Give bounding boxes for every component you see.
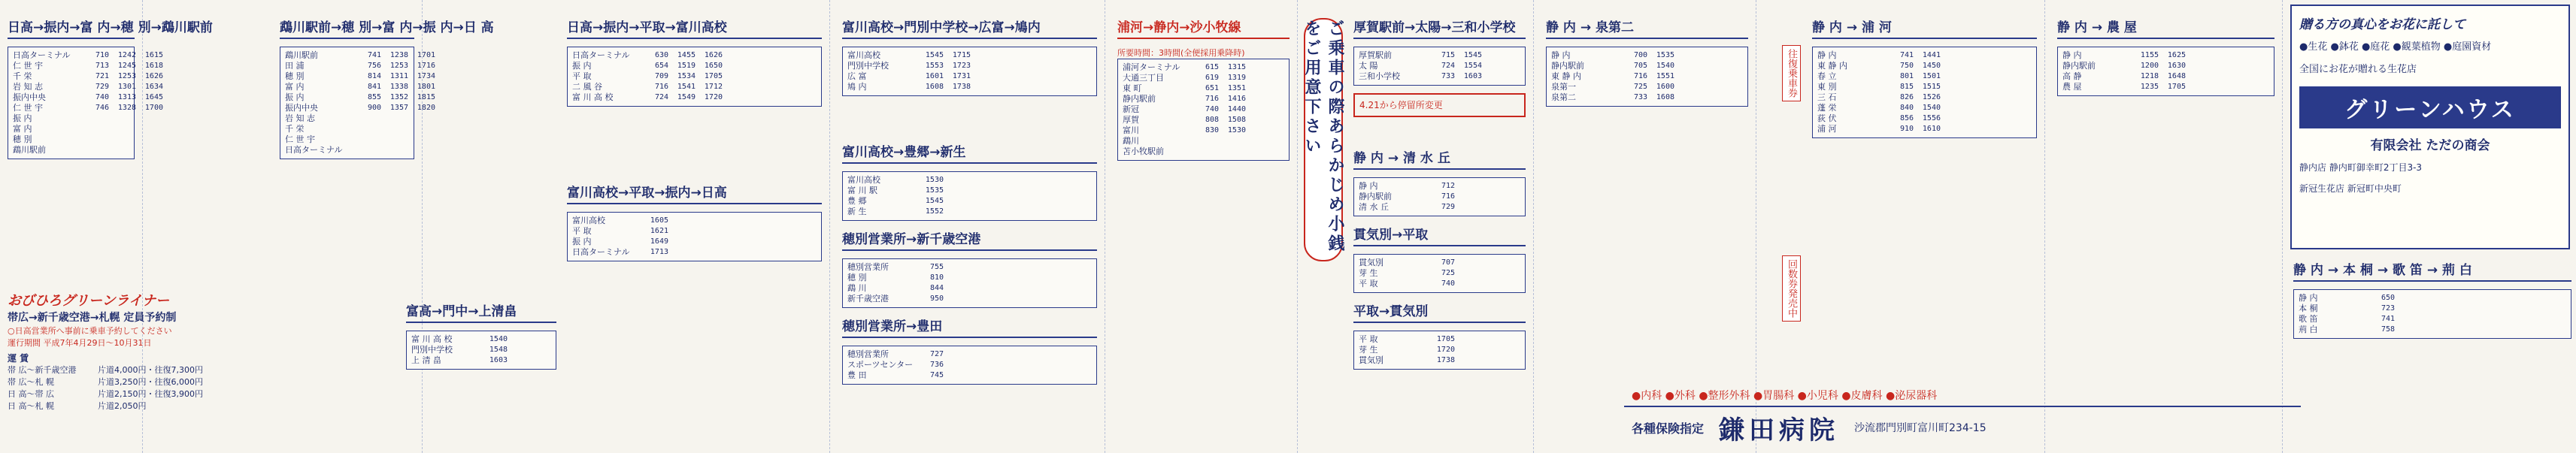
timetable-row: 岩 知 志 <box>285 113 315 123</box>
fares-label: 運 賃 <box>8 353 29 364</box>
timetable-row: 振 内 654 1519 1650 <box>572 61 723 71</box>
timetable-row: 豊 郷 1545 <box>847 196 944 206</box>
route-title: 富川高校→豊郷→新生 <box>842 141 1097 164</box>
timetable-row: 鵡 川 844 <box>847 283 944 293</box>
ad-departments: ●内科 ●外科 ●整形外科 ●胃腸科 ●小児科 ●皮膚科 ●泌尿器科 <box>1632 390 1938 402</box>
timetable-block <box>1812 47 2037 138</box>
timetable-row: 穂 別 <box>13 134 32 144</box>
timetable-row: 富川高校 1530 <box>847 175 944 185</box>
timetable-row: 富 川 高 校 1540 <box>411 334 508 344</box>
route-title: 厚賀駅前→太陽→三和小学校 <box>1353 17 1526 39</box>
fare-row: 日 高～帯 広 片道2,150円・往復3,900円 <box>8 389 203 399</box>
fare-row: 日 高～札 幌 片道2,050円 <box>8 401 147 411</box>
timetable-row: 千 栄 721 1253 1626 <box>13 71 163 81</box>
timetable-row: 富 内 <box>13 124 32 134</box>
timetable-row: 二 風 谷 716 1541 1712 <box>572 82 723 92</box>
timetable-row: 富川 830 1530 <box>1123 125 1246 135</box>
route-title: 穂別営業所→新千歳空港 <box>842 228 1097 251</box>
route-title: 静 内 → 清 水 丘 <box>1353 147 1526 170</box>
timetable-row: 大通三丁目 619 1319 <box>1123 73 1246 83</box>
ad-address-2: 新冠生花店 新冠町中央町 <box>2299 183 2402 194</box>
ticket-label: 往復乗車券 <box>1782 45 1801 101</box>
fare-row: 帯 広～新千歳空港 片道4,000円・往復7,300円 <box>8 365 203 375</box>
timetable-row: 清 水 丘 729 <box>1359 202 1455 212</box>
timetable-row: 静 内 650 <box>2299 293 2395 303</box>
ad-tagline: 全国にお花が贈れる生花店 <box>2299 64 2417 75</box>
timetable-row: 本 桐 723 <box>2299 304 2395 313</box>
stop-change-note: 4.21から停留所変更 <box>1353 93 1526 117</box>
timetable-row: 貫気別 707 <box>1359 258 1455 267</box>
route-title: 富川高校→平取→振内→日高 <box>567 182 822 204</box>
timetable-row: 浦河ターミナル 615 1315 <box>1123 62 1246 72</box>
timetable-row: 東 静 内 750 1450 <box>1817 61 1941 71</box>
panel-shizunai-urakawa <box>1805 0 2045 453</box>
timetable-block <box>2057 47 2274 96</box>
timetable-row: 静 内 1155 1625 <box>2062 50 2186 60</box>
coin-notice: ご乗車の際あらかじめ小銭をご用意下さい <box>1304 18 1343 261</box>
timetable-row: 鵡川駅前 741 1238 1701 <box>285 50 435 60</box>
timetable-row: 新 生 1552 <box>847 207 944 216</box>
coupon-label: 回数券発売中 <box>1782 255 1801 322</box>
timetable-row: 静 内 712 <box>1359 181 1455 191</box>
timetable-row: 富 川 駅 1535 <box>847 186 944 195</box>
liner-subtitle: 帯広→新千歳空港→札幌 定員予約制 <box>8 312 177 324</box>
timetable-row: 仁 世 宇 <box>285 134 315 144</box>
timetable-row: 穂別営業所 755 <box>847 262 944 272</box>
panel-tomikawa-hatouchi <box>835 0 1105 453</box>
timetable-row: 平 取 740 <box>1359 279 1455 288</box>
ad-insurance-label: 各種保険指定 <box>1632 421 1705 436</box>
timetable-block <box>567 212 822 261</box>
timetable-block <box>1353 254 1526 293</box>
timetable-row: 平 取 1621 <box>572 226 668 236</box>
route-title: 鵡川駅前→穂 別→富 内→振 内→日 高 <box>280 17 414 39</box>
timetable-row: 新千歳空港 950 <box>847 294 944 304</box>
timetable-row: 日高ターミナル 710 1242 1615 <box>13 50 163 60</box>
timetable-row: 厚賀 808 1508 <box>1123 115 1246 125</box>
ad-green-house <box>2290 5 2570 249</box>
route-title: 穂別営業所→豊田 <box>842 316 1097 338</box>
timetable-block <box>1546 47 1748 107</box>
timetable-row: 日高ターミナル 1713 <box>572 247 668 257</box>
timetable-row: 荻 伏 856 1556 <box>1817 113 1941 123</box>
timetable-row: 豊 田 745 <box>847 370 944 380</box>
route-title: 富高→門中→上清畠 <box>406 300 556 323</box>
timetable-row: 振 内 <box>13 113 32 123</box>
ad-hospital <box>1624 390 2301 448</box>
ad-company: 有限会社 ただの商会 <box>2370 138 2490 153</box>
timetable-row: 富川高校 1545 1715 <box>847 50 971 60</box>
timetable-row: 貫気別 1738 <box>1359 355 1455 365</box>
timetable-row: 東 別 815 1515 <box>1817 82 1941 92</box>
timetable-row: 鵡川駅前 <box>13 145 46 155</box>
timetable-row: 富川高校 1605 <box>572 216 668 225</box>
timetable-row: 泉第二 733 1608 <box>1551 92 1674 102</box>
timetable-row: 静内駅前 705 1540 <box>1551 61 1674 71</box>
timetable-row: 浦 河 910 1610 <box>1817 124 1941 134</box>
timetable-row: 穂 別 814 1311 1734 <box>285 71 435 81</box>
panel-hidaka-tomikawa <box>559 0 830 453</box>
timetable-row: 富 内 841 1338 1801 <box>285 82 435 92</box>
panel-urakawa-tomakomai <box>1110 0 1298 453</box>
timetable-row: 芽 生 725 <box>1359 268 1455 278</box>
timetable-row: 春 立 801 1501 <box>1817 71 1941 81</box>
green-liner-block <box>8 285 263 412</box>
timetable-row: 静内駅前 716 <box>1359 192 1455 201</box>
timetable-row: 新冠 740 1440 <box>1123 104 1246 114</box>
timetable-row: 振内中央 900 1357 1820 <box>285 103 435 113</box>
timetable-row: 岩 知 志 729 1301 1634 <box>13 82 163 92</box>
ad-address-1: 静内店 静内町御幸町2丁目3-3 <box>2299 162 2423 173</box>
timetable-row: 歌 笛 741 <box>2299 314 2395 324</box>
timetable-block <box>2293 289 2571 339</box>
timetable-row: 厚賀駅前 715 1545 <box>1359 50 1482 60</box>
timetable-block <box>1353 47 1526 86</box>
route-title: 平取→貫気別 <box>1353 300 1526 323</box>
timetable-row: スポーツセンター 736 <box>847 360 944 370</box>
route-title: 日高→振内→平取→富川高校 <box>567 17 822 39</box>
timetable-block <box>842 47 1097 96</box>
route-title: 静 内 → 浦 河 <box>1812 17 2037 39</box>
timetable-row: 仁 世 宇 746 1328 1700 <box>13 103 163 113</box>
timetable-row: 千 栄 <box>285 124 305 134</box>
ad-brand: グリーンハウス <box>2299 86 2561 128</box>
timetable-row: 平 取 1705 <box>1359 334 1455 344</box>
timetable-row: 鳩 内 1608 1738 <box>847 82 971 92</box>
timetable-row: 振 内 1649 <box>572 237 668 246</box>
timetable-block <box>1353 177 1526 216</box>
timetable-row: 日高ターミナル 630 1455 1626 <box>572 50 723 60</box>
route-title: 静 内 → 泉第二 <box>1546 17 1748 39</box>
timetable-block <box>842 258 1097 308</box>
timetable-row: 泉第一 725 1600 <box>1551 82 1674 92</box>
timetable-row: 高 静 1218 1648 <box>2062 71 2186 81</box>
timetable-row: 門別中学校 1553 1723 <box>847 61 971 71</box>
panel-atsuga-miwa <box>1346 0 1534 453</box>
timetable-row: 芽 生 1720 <box>1359 345 1455 355</box>
timetable-row: 田 浦 756 1253 1716 <box>285 61 435 71</box>
timetable-block <box>1353 331 1526 370</box>
ad-items: ●生花 ●鉢花 ●庭花 ●観葉植物 ●庭園資材 <box>2299 41 2492 53</box>
timetable-row: 農 屋 1235 1705 <box>2062 82 2186 92</box>
timetable-row: 東 静 内 716 1551 <box>1551 71 1674 81</box>
route-title: 貫気別→平取 <box>1353 224 1526 246</box>
timetable-block <box>8 47 163 159</box>
timetable-row: 鵡川 <box>1123 136 1139 146</box>
timetable-row: 静内駅前 716 1416 <box>1123 94 1246 104</box>
panel-shizunai-izumi <box>1538 0 1756 453</box>
timetable-row: 上 清 畠 1603 <box>411 355 508 365</box>
timetable-row: 仁 世 宇 713 1245 1618 <box>13 61 163 71</box>
liner-period: 運行期間 平成7年4月29日～10月31日 <box>8 338 152 348</box>
route-title: 日高→振内→富 内→穂 別→鵡川駅前 <box>8 17 135 39</box>
timetable-block <box>842 171 1097 221</box>
timetable-row: 穂別営業所 727 <box>847 349 944 359</box>
timetable-row: 三 石 826 1526 <box>1817 92 1941 102</box>
timetable-row: 門別中学校 1548 <box>411 345 508 355</box>
timetable-row: 穂 別 810 <box>847 273 944 282</box>
route-title: 富川高校→門別中学校→広富→鳩内 <box>842 17 1097 39</box>
panel-shizunai-noya <box>2050 0 2283 453</box>
timetable-row: 太 陽 724 1554 <box>1359 61 1482 71</box>
fare-row: 帯 広～札 幌 片道3,250円・往復6,000円 <box>8 377 203 387</box>
timetable-block <box>842 346 1097 385</box>
timetable-row: 広 富 1601 1731 <box>847 71 971 81</box>
timetable-row: 富 川 高 校 724 1549 1720 <box>572 92 723 102</box>
timetable-row: 静 内 700 1535 <box>1551 50 1674 60</box>
timetable-row: 三和小学校 733 1603 <box>1359 71 1482 81</box>
timetable-block <box>1117 59 1290 161</box>
timetable-row: 振内中央 740 1313 1645 <box>13 92 163 102</box>
timetable-row: 振 内 855 1352 1815 <box>285 92 435 102</box>
ad-hospital-address: 沙流郡門別町富川町234-15 <box>1854 422 1987 434</box>
timetable-row: 蓬 栄 840 1540 <box>1817 103 1941 113</box>
liner-note: ○日高営業所へ事前に乗車予約してください <box>8 326 172 336</box>
panel-kamiseihata <box>406 300 556 377</box>
timetable-row: 東 町 651 1351 <box>1123 83 1246 93</box>
timetable-row: 苫小牧駅前 <box>1123 146 1164 156</box>
ad-slogan: 贈る方の真心をお花に託して <box>2299 17 2465 32</box>
route-title: 静 内 → 本 桐 → 歌 笛 → 荊 白 <box>2293 259 2571 282</box>
timetable-row: 平 取 709 1534 1705 <box>572 71 723 81</box>
liner-title: おびひろグリーンライナー <box>8 293 170 309</box>
route-title: 浦河→静内→沙小牧線 <box>1117 17 1290 39</box>
timetable-row: 静 内 741 1441 <box>1817 50 1941 60</box>
timetable-block <box>280 47 435 159</box>
timetable-block <box>406 331 556 370</box>
route-title: 静 内 → 農 屋 <box>2057 17 2274 39</box>
timetable-row: 日高ターミナル <box>285 145 343 155</box>
panel-honkiri <box>2293 259 2571 346</box>
timetable-row: 静内駅前 1200 1630 <box>2062 61 2186 71</box>
timetable-row: 荊 白 758 <box>2299 325 2395 334</box>
timetable-block <box>567 47 822 107</box>
ad-hospital-name: 鎌田病院 <box>1719 415 1840 445</box>
travel-time-note: 所要時間：3時間(全便採用乗降時) <box>1117 48 1245 58</box>
